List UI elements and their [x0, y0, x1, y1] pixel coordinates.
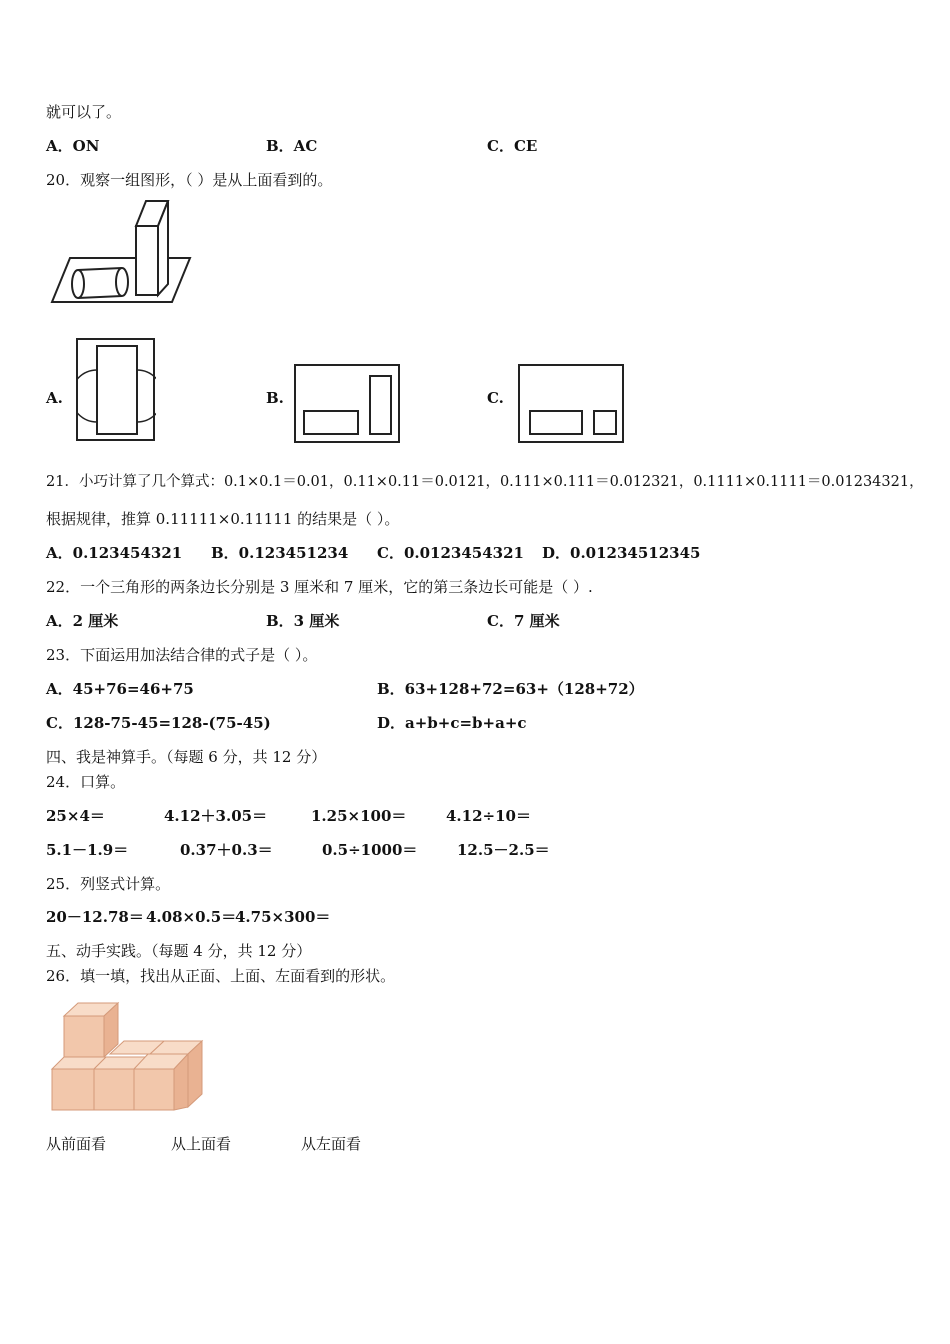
section4-title: 四、我是神算手。（每题 6 分，共 12 分） — [46, 748, 327, 766]
q23-option-d: D．a+b+c=b+a+c — [377, 714, 527, 732]
q25-stem: 25．列竖式计算。 — [46, 875, 171, 893]
q20-option-a-figure — [76, 338, 156, 442]
q24-item: 1.25×100＝ — [311, 807, 407, 825]
q21-option-c: C．0.0123454321 — [377, 544, 524, 562]
q25-item: 4.75×300＝ — [235, 908, 331, 926]
q21-option-d: D．0.01234512345 — [542, 544, 701, 562]
q21-option-b: B．0.123451234 — [211, 544, 349, 562]
q24-stem: 24．口算。 — [46, 773, 126, 791]
q20-stem: 20．观察一组图形，（ ）是从上面看到的。 — [46, 171, 333, 189]
q23-option-a: A．45+76=46+75 — [46, 680, 194, 698]
q19-option-b: B．AC — [266, 137, 318, 155]
q21-stem-line2: 根据规律，推算 0.11111×0.11111 的结果是（ ）。 — [46, 510, 400, 528]
q20-option-b-figure — [294, 364, 402, 444]
q20-solid-figure — [48, 198, 198, 308]
q26-view-top: 从上面看 — [171, 1135, 232, 1153]
q20-option-c-figure — [518, 364, 626, 444]
q24-item: 5.1－1.9＝ — [46, 841, 129, 859]
q24-item: 4.12÷10＝ — [446, 807, 531, 825]
q19-option-c: C．CE — [487, 137, 538, 155]
q25-item: 20－12.78＝ — [46, 908, 144, 926]
q21-option-a: A．0.123454321 — [46, 544, 183, 562]
section5-title: 五、动手实践。（每题 4 分，共 12 分） — [46, 942, 312, 960]
q26-stem: 26．填一填，找出从正面、上面、左面看到的形状。 — [46, 967, 396, 985]
q19-continuation: 就可以了。 — [46, 103, 122, 121]
q23-option-c: C．128-75-45=128-(75-45) — [46, 714, 271, 732]
q25-item: 4.08×0.5＝ — [146, 908, 237, 926]
q22-stem: 22．一个三角形的两条边长分别是 3 厘米和 7 厘米，它的第三条边长可能是（ ）. — [46, 578, 593, 596]
q22-option-b: B．3 厘米 — [266, 612, 340, 630]
q24-item: 0.37＋0.3＝ — [180, 841, 273, 859]
q24-item: 12.5－2.5＝ — [457, 841, 550, 859]
q20-option-c-label: C. — [487, 389, 504, 407]
q26-cube-figure — [50, 1000, 206, 1112]
q20-option-b-label: B. — [266, 389, 284, 407]
q22-option-a: A．2 厘米 — [46, 612, 119, 630]
q24-item: 25×4＝ — [46, 807, 105, 825]
q26-view-front: 从前面看 — [46, 1135, 107, 1153]
q26-view-left: 从左面看 — [301, 1135, 362, 1153]
q24-item: 0.5÷1000＝ — [322, 841, 418, 859]
q21-stem-line1: 21．小巧计算了几个算式：0.1×0.1＝0.01，0.11×0.11＝0.0121，0.111×0.111＝0.012321，0.1111×0.1111＝0.01234321， — [46, 474, 924, 490]
q22-option-c: C．7 厘米 — [487, 612, 560, 630]
q23-option-b: B．63+128+72=63+（128+72） — [377, 680, 644, 698]
q23-stem: 23．下面运用加法结合律的式子是（ ）。 — [46, 646, 318, 664]
q20-option-a-label: A. — [46, 389, 63, 407]
q19-option-a: A．ON — [46, 137, 100, 155]
q24-item: 4.12＋3.05＝ — [164, 807, 268, 825]
